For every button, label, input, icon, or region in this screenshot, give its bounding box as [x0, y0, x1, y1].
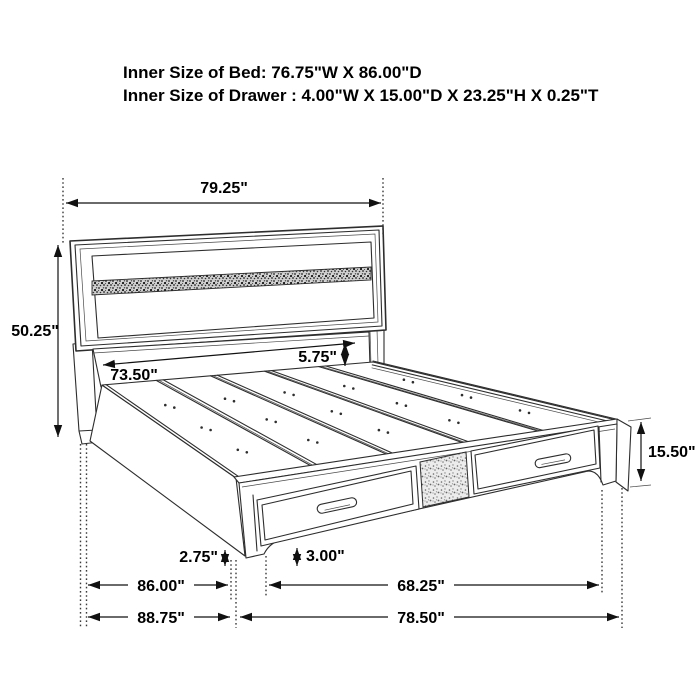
dim-label-overall-depth: 88.75"	[137, 610, 185, 627]
dim-label-inner-depth: 86.00"	[137, 578, 185, 595]
dim-label-base-height: 2.75"	[179, 549, 218, 566]
dim-label-rail-height: 5.75"	[298, 349, 337, 366]
dim-label-overall-width: 79.25"	[200, 180, 248, 197]
dim-label-drawer-rail-span: 68.25"	[397, 578, 445, 595]
headboard	[70, 226, 386, 351]
spec-text-bed: Inner Size of Bed: 76.75"W X 86.00"D	[123, 63, 422, 82]
dim-label-leg-cutout-height: 3.00"	[306, 548, 345, 565]
dim-label-footboard-height: 15.50"	[648, 444, 696, 461]
dim-overall-depth	[88, 607, 230, 627]
dim-label-footboard-width: 78.50"	[397, 610, 445, 627]
dim-leg-cutout-height	[297, 548, 345, 566]
dim-label-inner-width: 73.50"	[110, 367, 158, 384]
dim-base-height	[179, 549, 225, 566]
dim-drawer-rail-span	[269, 575, 599, 595]
dim-footboard-width	[240, 607, 619, 627]
footboard-right-end	[616, 419, 631, 491]
dim-headboard-height	[11, 245, 59, 437]
dim-label-headboard-height: 50.25"	[11, 323, 59, 340]
dim-footboard-height	[628, 418, 696, 487]
footboard-accent-panel	[420, 452, 469, 507]
spec-text-drawer: Inner Size of Drawer : 4.00"W X 15.00"D X 23.25"H X 0.25"T	[123, 86, 599, 105]
dim-inner-depth	[88, 575, 228, 595]
bed-drawing	[70, 226, 631, 558]
